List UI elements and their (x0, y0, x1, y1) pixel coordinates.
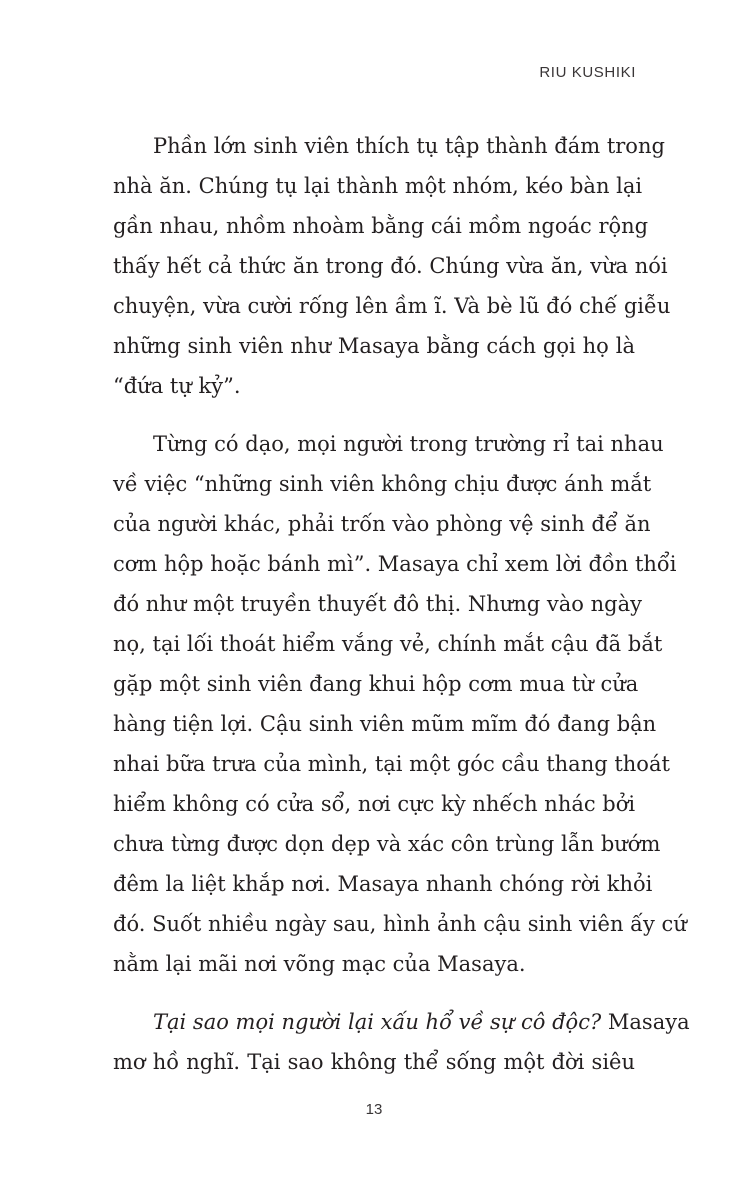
text-line: mơ hồ nghĩ. Tại sao không thể sống một đời siêu (113, 1050, 635, 1074)
text-line: hiểm không có cửa sổ, nơi cực kỳ nhếch nhác bởi (113, 792, 636, 816)
text-line: “đứa tự kỷ”. (113, 374, 241, 398)
text-line: đó. Suốt nhiều ngày sau, hình ảnh cậu sinh viên ấy cứ (113, 912, 687, 936)
text-line: chuyện, vừa cười rống lên ầm ĩ. Và bè lũ đó chế giễu (113, 294, 671, 318)
text-fragment: Masaya (601, 1010, 690, 1034)
text-line: chưa từng được dọn dẹp và xác côn trùng lẫn bướm (113, 832, 661, 856)
text-line (113, 1002, 690, 1042)
text-line: thấy hết cả thức ăn trong đó. Chúng vừa ăn, vừa nói (113, 254, 668, 278)
text-line: của người khác, phải trốn vào phòng vệ sinh để ăn (113, 512, 651, 536)
text-line: hàng tiện lợi. Cậu sinh viên mũm mĩm đó đang bận (113, 712, 657, 736)
body-text (113, 126, 690, 1082)
text-line: gần nhau, nhồm nhoàm bằng cái mồm ngoác rộng (113, 214, 649, 238)
text-line: đó như một truyền thuyết đô thị. Nhưng vào ngày (113, 592, 642, 616)
text-line: nằm lại mãi nơi võng mạc của Masaya. (113, 952, 526, 976)
italic-thought: Tại sao mọi người lại xấu hổ về sự cô độc? (153, 1010, 602, 1034)
page-number: 13 (365, 1101, 383, 1118)
text-line: Từng có dạo, mọi người trong trường rỉ tai nhau (153, 432, 664, 456)
paragraph-2 (113, 424, 687, 984)
running-head: RIU KUSHIKI (539, 64, 636, 81)
text-line: nọ, tại lối thoát hiểm vắng vẻ, chính mắt cậu đã bắt (113, 632, 663, 656)
paragraph-3 (113, 1002, 690, 1082)
text-line: nhai bữa trưa của mình, tại một góc cầu thang thoát (113, 752, 670, 776)
text-line: Phần lớn sinh viên thích tụ tập thành đám trong (153, 134, 665, 158)
text-line: cơm hộp hoặc bánh mì”. Masaya chỉ xem lời đồn thổi (113, 552, 677, 576)
paragraph-1 (113, 126, 671, 406)
text-line: đêm la liệt khắp nơi. Masaya nhanh chóng rời khỏi (113, 872, 653, 896)
text-line: về việc “những sinh viên không chịu được ánh mắt (113, 472, 652, 496)
text-line: những sinh viên như Masaya bằng cách gọi họ là (113, 334, 635, 358)
text-line: nhà ăn. Chúng tụ lại thành một nhóm, kéo bàn lại (113, 174, 643, 198)
text-line: gặp một sinh viên đang khui hộp cơm mua từ cửa (113, 672, 639, 696)
